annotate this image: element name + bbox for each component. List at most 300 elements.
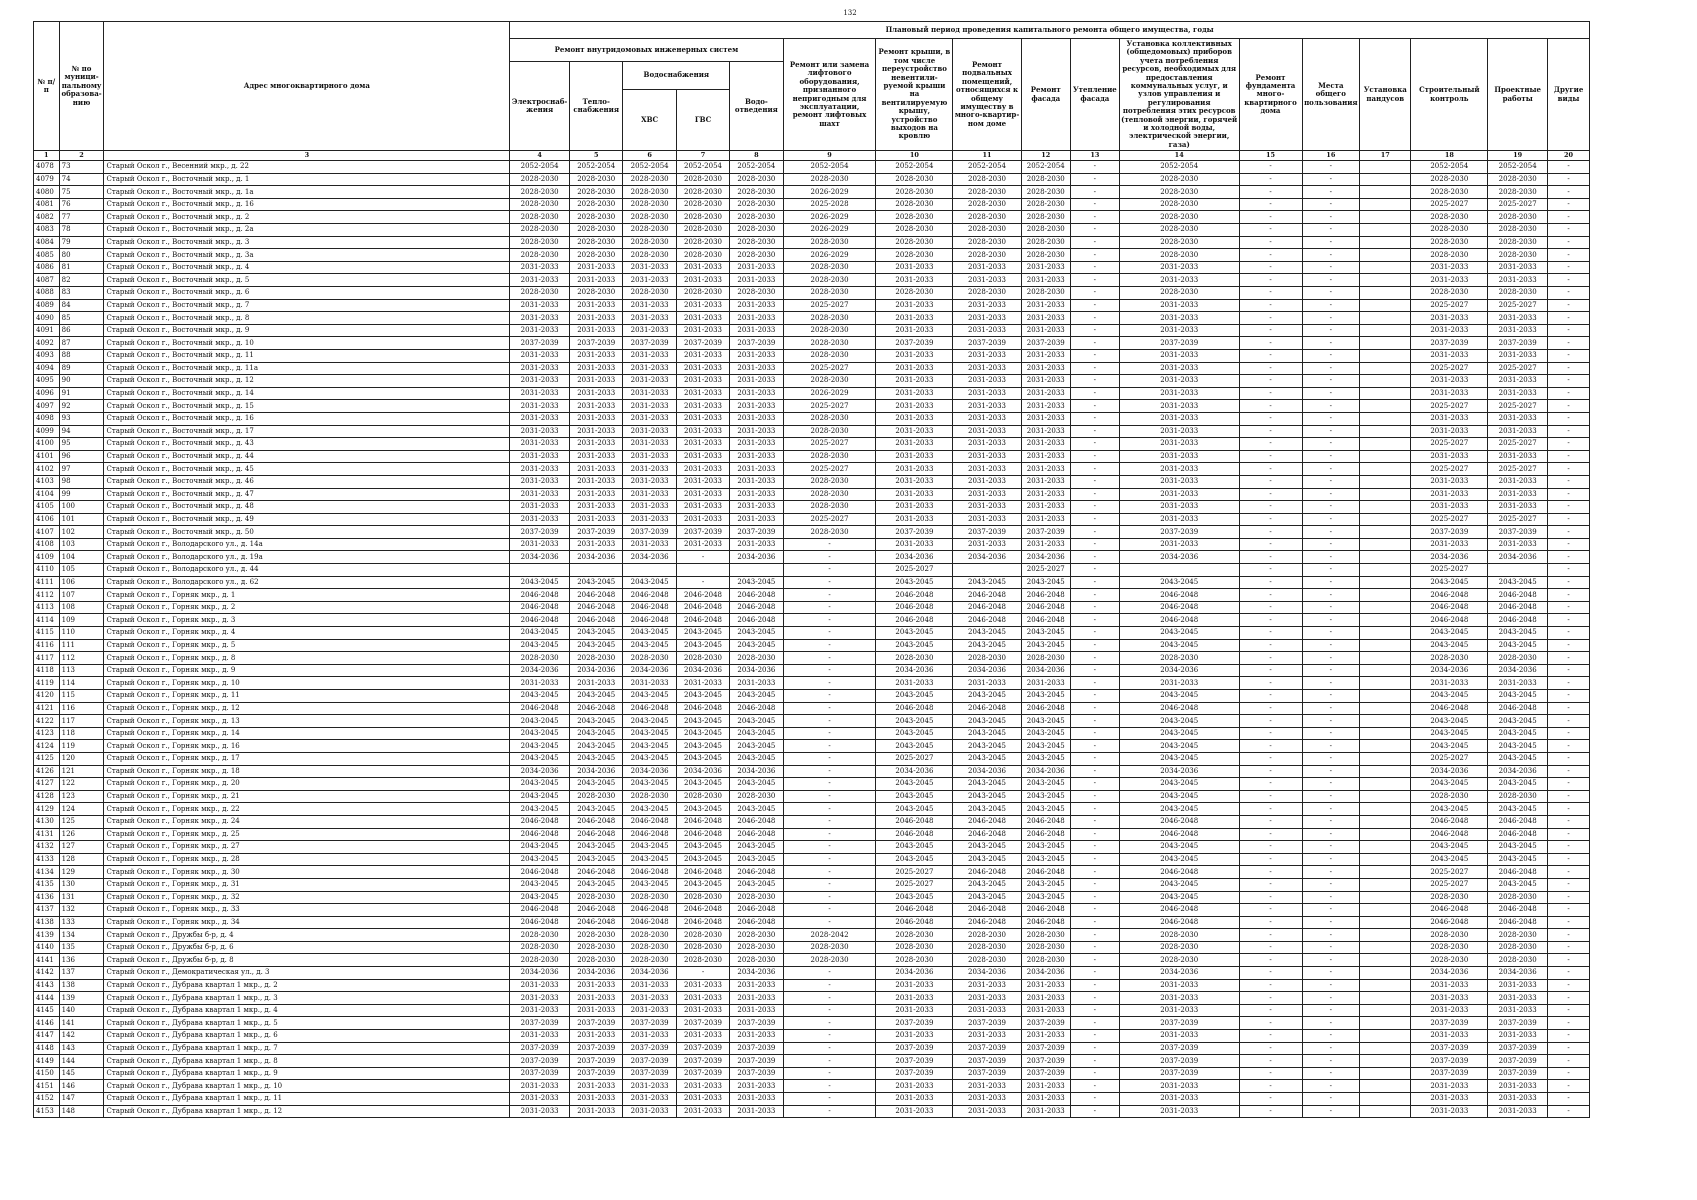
- table-cell: -: [1548, 853, 1590, 866]
- table-cell: -: [1070, 904, 1119, 917]
- table-cell: 2031-2033: [570, 375, 623, 388]
- table-cell: 2028-2030: [730, 954, 783, 967]
- table-cell: -: [1070, 1004, 1119, 1017]
- table-cell: -: [1239, 1055, 1302, 1068]
- table-cell: 2043-2045: [510, 715, 570, 728]
- table-cell: 2028-2030: [1021, 173, 1070, 186]
- table-cell: 2046-2048: [1119, 828, 1239, 841]
- table-cell: 2028-2030: [953, 224, 1021, 237]
- table-cell: -: [1239, 362, 1302, 375]
- table-cell: 2046-2048: [1021, 589, 1070, 602]
- table-cell: -: [1239, 513, 1302, 526]
- table-cell: [1360, 740, 1411, 753]
- table-cell: 2031-2033: [1119, 299, 1239, 312]
- table-cell: 2046-2048: [953, 828, 1021, 841]
- table-cell: -: [1070, 513, 1119, 526]
- table-cell: 2037-2039: [1488, 1017, 1548, 1030]
- table-cell: 2037-2039: [1021, 1055, 1070, 1068]
- table-cell: 2031-2033: [1411, 1080, 1488, 1093]
- table-cell: 2028-2030: [953, 941, 1021, 954]
- table-cell: -: [1548, 551, 1590, 564]
- table-cell: 2034-2036: [570, 664, 623, 677]
- table-cell: 2037-2039: [1021, 1017, 1070, 1030]
- table-cell: 2031-2033: [1411, 324, 1488, 337]
- table-cell: 2028-2030: [1488, 186, 1548, 199]
- table-cell: 2046-2048: [510, 589, 570, 602]
- table-cell: 2043-2045: [876, 639, 953, 652]
- table-cell: 2046-2048: [1119, 916, 1239, 929]
- table-cell: 4118: [34, 664, 60, 677]
- table-cell: 2034-2036: [1119, 664, 1239, 677]
- table-cell: 2046-2048: [1488, 904, 1548, 917]
- table-cell: 2031-2033: [730, 1105, 783, 1118]
- table-cell: 2037-2039: [1488, 1042, 1548, 1055]
- table-cell: 2043-2045: [1021, 727, 1070, 740]
- table-cell: 2031-2033: [1021, 501, 1070, 514]
- table-cell: 2031-2033: [1488, 412, 1548, 425]
- table-cell: 2043-2045: [730, 878, 783, 891]
- table-cell: -: [1239, 425, 1302, 438]
- address-cell: Старый Оскол г., Дубрава квартал 1 мкр., д. 7: [104, 1042, 510, 1055]
- table-cell: 86: [59, 324, 104, 337]
- table-cell: 2028-2030: [1021, 287, 1070, 300]
- table-cell: 2028-2030: [730, 173, 783, 186]
- table-cell: 2025-2027: [1411, 866, 1488, 879]
- table-row: [34, 1030, 1590, 1043]
- table-cell: [1360, 589, 1411, 602]
- address-cell: Старый Оскол г., Горняк мкр., д. 14: [104, 727, 510, 740]
- table-cell: -: [1548, 727, 1590, 740]
- table-cell: 2031-2033: [676, 1105, 729, 1118]
- table-cell: 105: [59, 564, 104, 577]
- table-cell: 2031-2033: [510, 677, 570, 690]
- table-cell: 2046-2048: [953, 866, 1021, 879]
- table-cell: 2028-2030: [623, 211, 676, 224]
- table-cell: -: [1302, 891, 1360, 904]
- table-cell: 2031-2033: [1021, 274, 1070, 287]
- table-cell: 2043-2045: [953, 878, 1021, 891]
- table-cell: [1360, 249, 1411, 262]
- table-cell: 4082: [34, 211, 60, 224]
- table-cell: 2043-2045: [570, 740, 623, 753]
- table-cell: 2031-2033: [1119, 501, 1239, 514]
- table-cell: 2031-2033: [676, 1030, 729, 1043]
- table-cell: 2034-2036: [876, 967, 953, 980]
- header-construction: Строительный контроль: [1411, 39, 1488, 151]
- table-cell: -: [1548, 979, 1590, 992]
- table-cell: -: [783, 614, 876, 627]
- table-cell: 2046-2048: [730, 815, 783, 828]
- table-cell: 128: [59, 853, 104, 866]
- table-cell: -: [1239, 475, 1302, 488]
- table-cell: -: [1239, 778, 1302, 791]
- table-row: [34, 475, 1590, 488]
- table-cell: 2043-2045: [510, 740, 570, 753]
- table-cell: -: [783, 765, 876, 778]
- table-cell: 2031-2033: [1021, 450, 1070, 463]
- table-cell: -: [1239, 312, 1302, 325]
- table-cell: -: [783, 690, 876, 703]
- table-cell: -: [1070, 488, 1119, 501]
- table-cell: 2028-2030: [1488, 236, 1548, 249]
- table-cell: -: [1070, 1080, 1119, 1093]
- table-cell: 2031-2033: [1119, 324, 1239, 337]
- header-facade: Ремонт фасада: [1021, 39, 1070, 151]
- table-cell: [1360, 601, 1411, 614]
- table-cell: 2034-2036: [1488, 967, 1548, 980]
- table-cell: 2043-2045: [570, 752, 623, 765]
- table-cell: 2037-2039: [730, 1042, 783, 1055]
- table-cell: 2031-2033: [570, 324, 623, 337]
- table-cell: 2034-2036: [876, 765, 953, 778]
- table-cell: -: [1070, 224, 1119, 237]
- table-cell: 4107: [34, 526, 60, 539]
- table-cell: -: [783, 967, 876, 980]
- table-cell: 113: [59, 664, 104, 677]
- table-cell: 2043-2045: [730, 639, 783, 652]
- table-cell: 2043-2045: [1119, 841, 1239, 854]
- table-cell: 2043-2045: [1119, 727, 1239, 740]
- table-cell: 2031-2033: [676, 400, 729, 413]
- table-cell: -: [1070, 878, 1119, 891]
- table-cell: 4131: [34, 828, 60, 841]
- table-cell: 2031-2033: [676, 979, 729, 992]
- table-cell: 2031-2033: [1488, 375, 1548, 388]
- table-cell: 2028-2030: [1021, 224, 1070, 237]
- table-cell: 2046-2048: [623, 916, 676, 929]
- table-cell: 2031-2033: [953, 400, 1021, 413]
- table-cell: 2031-2033: [623, 312, 676, 325]
- table-cell: -: [1070, 211, 1119, 224]
- table-cell: -: [1070, 601, 1119, 614]
- table-cell: -: [783, 878, 876, 891]
- table-cell: 2031-2033: [510, 1030, 570, 1043]
- table-cell: 2031-2033: [1488, 979, 1548, 992]
- table-cell: 148: [59, 1105, 104, 1118]
- header-meters: Установка коллективных (общедомовых) приборов учета потребления ресурсов, необходимых для предоставления коммунальных услуг, и узлов управления и регулирования потребления этих ресурсов (тепловой энергии, горячей и холодной воды, электрической энергии, газа): [1121, 39, 1238, 149]
- table-cell: -: [1302, 249, 1360, 262]
- table-cell: 2031-2033: [1021, 425, 1070, 438]
- table-cell: 2031-2033: [1488, 387, 1548, 400]
- table-cell: -: [1070, 828, 1119, 841]
- table-cell: 2043-2045: [1488, 727, 1548, 740]
- table-cell: 2031-2033: [1119, 488, 1239, 501]
- table-cell: 99: [59, 488, 104, 501]
- table-cell: 4117: [34, 652, 60, 665]
- table-cell: 2028-2030: [676, 929, 729, 942]
- table-cell: -: [1302, 400, 1360, 413]
- table-row: [34, 337, 1590, 350]
- table-cell: -: [1239, 752, 1302, 765]
- address-cell: Старый Оскол г., Володарского ул., д. 44: [104, 564, 510, 577]
- table-cell: -: [1302, 778, 1360, 791]
- address-cell: Старый Оскол г., Дубрава квартал 1 мкр., д. 11: [104, 1093, 510, 1106]
- table-cell: 2025-2027: [783, 513, 876, 526]
- table-cell: -: [1239, 815, 1302, 828]
- table-cell: -: [1548, 526, 1590, 539]
- table-cell: -: [1548, 400, 1590, 413]
- table-cell: 4142: [34, 967, 60, 980]
- column-number: 8: [730, 151, 783, 161]
- table-cell: -: [1239, 803, 1302, 816]
- table-cell: 2031-2033: [953, 538, 1021, 551]
- address-cell: Старый Оскол г., Дружбы б-р, д. 4: [104, 929, 510, 942]
- table-cell: 2043-2045: [1411, 841, 1488, 854]
- table-cell: 2025-2027: [1411, 362, 1488, 375]
- table-cell: 2031-2033: [623, 1080, 676, 1093]
- table-cell: -: [1302, 916, 1360, 929]
- table-cell: [1360, 954, 1411, 967]
- table-cell: 4138: [34, 916, 60, 929]
- table-cell: -: [1302, 538, 1360, 551]
- table-cell: 2028-2030: [1119, 249, 1239, 262]
- table-cell: -: [1239, 702, 1302, 715]
- table-cell: -: [1070, 337, 1119, 350]
- table-cell: -: [1302, 450, 1360, 463]
- table-cell: 2043-2045: [1488, 740, 1548, 753]
- table-cell: -: [1548, 513, 1590, 526]
- table-cell: 2043-2045: [1021, 690, 1070, 703]
- table-cell: 2043-2045: [1488, 576, 1548, 589]
- header-gvs: ГВС: [676, 90, 729, 151]
- table-cell: 2031-2033: [510, 1004, 570, 1017]
- table-row: [34, 161, 1590, 174]
- table-cell: 4129: [34, 803, 60, 816]
- table-cell: -: [1548, 538, 1590, 551]
- table-cell: -: [1070, 198, 1119, 211]
- table-cell: 2043-2045: [953, 853, 1021, 866]
- table-row: [34, 765, 1590, 778]
- table-cell: 2025-2027: [876, 752, 953, 765]
- table-cell: -: [1302, 677, 1360, 690]
- table-cell: -: [1302, 173, 1360, 186]
- address-cell: Старый Оскол г., Горняк мкр., д. 34: [104, 916, 510, 929]
- table-cell: 2028-2030: [1411, 211, 1488, 224]
- table-cell: -: [1302, 727, 1360, 740]
- table-cell: -: [1070, 752, 1119, 765]
- table-cell: [1360, 387, 1411, 400]
- address-cell: Старый Оскол г., Володарского ул., д. 62: [104, 576, 510, 589]
- table-cell: 2025-2027: [1411, 878, 1488, 891]
- table-cell: 2037-2039: [510, 1055, 570, 1068]
- table-cell: -: [1070, 727, 1119, 740]
- table-cell: -: [1239, 337, 1302, 350]
- table-cell: 2026-2029: [783, 224, 876, 237]
- table-cell: 2034-2036: [1488, 551, 1548, 564]
- table-cell: 2043-2045: [510, 790, 570, 803]
- table-cell: 4112: [34, 589, 60, 602]
- table-cell: 2043-2045: [510, 891, 570, 904]
- table-cell: 2043-2045: [953, 715, 1021, 728]
- table-cell: -: [1548, 715, 1590, 728]
- table-cell: 2046-2048: [623, 589, 676, 602]
- table-cell: 2034-2036: [953, 664, 1021, 677]
- table-cell: 2031-2033: [1119, 463, 1239, 476]
- table-cell: 2031-2033: [1119, 450, 1239, 463]
- address-cell: Старый Оскол г., Горняк мкр., д. 10: [104, 677, 510, 690]
- table-row: [34, 1042, 1590, 1055]
- table-cell: 2043-2045: [510, 853, 570, 866]
- address-cell: Старый Оскол г., Восточный мкр., д. 2а: [104, 224, 510, 237]
- table-cell: -: [1548, 412, 1590, 425]
- address-cell: Старый Оскол г., Дружбы б-р, д. 6: [104, 941, 510, 954]
- table-cell: 2043-2045: [953, 803, 1021, 816]
- address-cell: Старый Оскол г., Восточный мкр., д. 3: [104, 236, 510, 249]
- table-cell: 2046-2048: [623, 601, 676, 614]
- table-cell: -: [1548, 664, 1590, 677]
- table-cell: 127: [59, 841, 104, 854]
- table-cell: 2034-2036: [730, 967, 783, 980]
- table-cell: [1360, 501, 1411, 514]
- table-cell: 2031-2033: [623, 362, 676, 375]
- table-cell: 2046-2048: [676, 702, 729, 715]
- table-cell: 2052-2054: [1488, 161, 1548, 174]
- table-row: [34, 967, 1590, 980]
- table-cell: 2031-2033: [623, 324, 676, 337]
- table-cell: 120: [59, 752, 104, 765]
- table-cell: 2031-2033: [1021, 412, 1070, 425]
- address-cell: Старый Оскол г., Володарского ул., д. 19а: [104, 551, 510, 564]
- table-cell: 2028-2030: [1119, 652, 1239, 665]
- table-cell: 2028-2030: [783, 412, 876, 425]
- table-cell: -: [1070, 639, 1119, 652]
- table-cell: 142: [59, 1030, 104, 1043]
- table-cell: -: [1239, 690, 1302, 703]
- table-cell: 2025-2027: [876, 564, 953, 577]
- table-cell: 2025-2027: [1411, 752, 1488, 765]
- table-cell: -: [1548, 992, 1590, 1005]
- table-cell: 2028-2030: [623, 236, 676, 249]
- table-cell: 2031-2033: [730, 425, 783, 438]
- table-cell: -: [1302, 488, 1360, 501]
- table-cell: 2028-2030: [570, 173, 623, 186]
- table-cell: 2031-2033: [676, 538, 729, 551]
- header-design: Проектные работы: [1488, 39, 1548, 151]
- table-cell: 2031-2033: [570, 274, 623, 287]
- address-cell: Старый Оскол г., Горняк мкр., д. 11: [104, 690, 510, 703]
- table-cell: 2028-2030: [623, 198, 676, 211]
- table-cell: 2034-2036: [1411, 967, 1488, 980]
- table-cell: 2031-2033: [510, 1105, 570, 1118]
- table-cell: 2031-2033: [876, 1105, 953, 1118]
- table-cell: 2031-2033: [510, 992, 570, 1005]
- table-cell: 2046-2048: [1021, 601, 1070, 614]
- table-cell: 2031-2033: [570, 992, 623, 1005]
- table-cell: -: [1302, 815, 1360, 828]
- table-cell: 4119: [34, 677, 60, 690]
- table-cell: 2028-2030: [1119, 224, 1239, 237]
- table-cell: 2037-2039: [730, 526, 783, 539]
- table-cell: 2031-2033: [676, 312, 729, 325]
- table-cell: 2028-2030: [783, 349, 876, 362]
- table-cell: [1360, 715, 1411, 728]
- table-cell: 2031-2033: [1021, 992, 1070, 1005]
- table-cell: 2037-2039: [570, 526, 623, 539]
- table-row: [34, 841, 1590, 854]
- table-cell: -: [783, 1080, 876, 1093]
- table-cell: 2028-2030: [510, 211, 570, 224]
- table-cell: -: [1070, 690, 1119, 703]
- table-cell: 2028-2030: [676, 790, 729, 803]
- table-cell: 2031-2033: [1021, 261, 1070, 274]
- table-cell: 2046-2048: [1021, 702, 1070, 715]
- table-cell: 2031-2033: [570, 1030, 623, 1043]
- table-cell: 2031-2033: [730, 1080, 783, 1093]
- table-cell: -: [1302, 941, 1360, 954]
- table-cell: -: [1239, 841, 1302, 854]
- table-cell: 2028-2030: [676, 173, 729, 186]
- table-cell: 2052-2054: [510, 161, 570, 174]
- table-cell: [1360, 198, 1411, 211]
- table-cell: -: [1548, 1055, 1590, 1068]
- table-cell: 2037-2039: [1488, 1067, 1548, 1080]
- table-cell: 2037-2039: [1488, 526, 1548, 539]
- table-cell: 2046-2048: [1119, 815, 1239, 828]
- table-cell: 2043-2045: [953, 627, 1021, 640]
- table-cell: 136: [59, 954, 104, 967]
- table-cell: -: [1070, 425, 1119, 438]
- table-cell: 2046-2048: [623, 866, 676, 879]
- table-cell: 2028-2030: [676, 236, 729, 249]
- table-cell: -: [1239, 979, 1302, 992]
- table-cell: 2025-2027: [1411, 564, 1488, 577]
- header-roof: Ремонт крыши, в том числе переустройство невентили-руемой крыши на вентилируемую крышу, устройство выходов на кровлю: [876, 39, 953, 151]
- table-cell: 2031-2033: [1488, 501, 1548, 514]
- table-cell: 2046-2048: [730, 589, 783, 602]
- table-cell: 2046-2048: [510, 601, 570, 614]
- capital-repair-table: [33, 21, 1590, 1118]
- table-cell: 2025-2027: [1488, 438, 1548, 451]
- table-cell: 2031-2033: [1411, 488, 1488, 501]
- table-cell: -: [1302, 967, 1360, 980]
- table-cell: 2031-2033: [623, 979, 676, 992]
- table-cell: 2028-2030: [1488, 224, 1548, 237]
- address-cell: Старый Оскол г., Горняк мкр., д. 5: [104, 639, 510, 652]
- table-cell: -: [676, 576, 729, 589]
- table-cell: 2031-2033: [570, 400, 623, 413]
- table-row: [34, 324, 1590, 337]
- column-number: 14: [1119, 151, 1239, 161]
- table-cell: 2046-2048: [1488, 828, 1548, 841]
- table-cell: -: [1548, 186, 1590, 199]
- table-cell: -: [783, 551, 876, 564]
- table-cell: 2037-2039: [570, 337, 623, 350]
- table-cell: 4124: [34, 740, 60, 753]
- table-cell: 2028-2030: [676, 652, 729, 665]
- table-cell: 2031-2033: [676, 475, 729, 488]
- table-cell: 101: [59, 513, 104, 526]
- table-cell: 2031-2033: [1021, 1093, 1070, 1106]
- table-cell: [1360, 1017, 1411, 1030]
- table-cell: -: [1548, 815, 1590, 828]
- table-cell: 2031-2033: [676, 513, 729, 526]
- table-cell: 2031-2033: [1411, 538, 1488, 551]
- table-cell: 2034-2036: [1021, 551, 1070, 564]
- table-cell: 2034-2036: [876, 551, 953, 564]
- header-heat: Тепло-снабжения: [570, 62, 623, 151]
- table-cell: 2046-2048: [570, 828, 623, 841]
- table-cell: 2043-2045: [730, 690, 783, 703]
- table-cell: 2046-2048: [1021, 828, 1070, 841]
- address-cell: Старый Оскол г., Восточный мкр., д. 16: [104, 198, 510, 211]
- table-cell: 2031-2033: [730, 463, 783, 476]
- table-cell: 2043-2045: [1021, 878, 1070, 891]
- table-cell: -: [1548, 224, 1590, 237]
- table-cell: 84: [59, 299, 104, 312]
- table-cell: 2043-2045: [1411, 639, 1488, 652]
- table-cell: 2031-2033: [1411, 1004, 1488, 1017]
- table-cell: 2028-2030: [1488, 652, 1548, 665]
